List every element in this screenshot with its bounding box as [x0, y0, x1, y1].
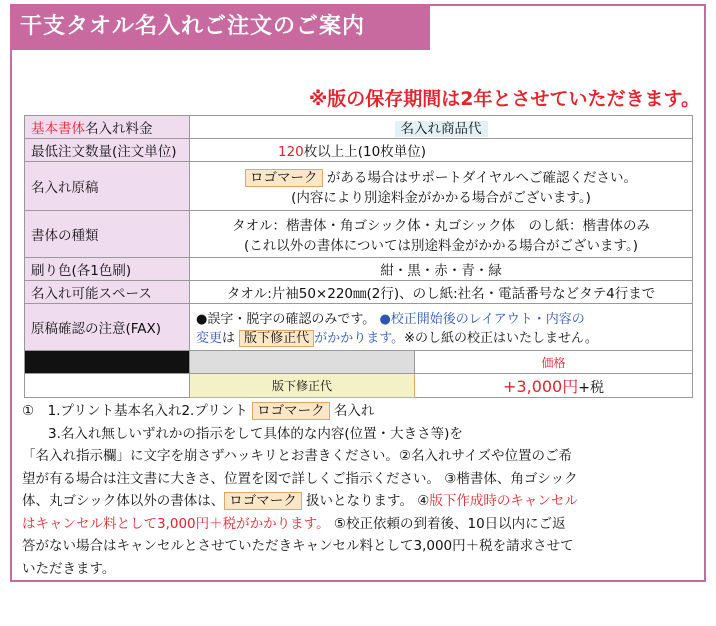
note-line: 体、丸ゴシック体以外の書体は、 ロゴマーク 扱いとなります。 ④版下作成時のキャンセル: [22, 493, 578, 509]
page-title: 干支タオル名入れご注文のご案内: [10, 4, 430, 50]
price-value: +3,000円+税: [415, 374, 693, 398]
order-spec-table: [24, 115, 693, 398]
table-row: [25, 374, 693, 398]
note-line: 答がない場合はキャンセルとさせていただきキャンセル料として3,000円＋税を請求させて: [22, 538, 574, 554]
price-header-bar: [25, 351, 190, 374]
note-line: 望が有る場合は注文書に大きさ、位置を図で詳しくご指示ください。 ③楷書体、角ゴシック: [22, 470, 578, 487]
font-value: タオル：楷書体・角ゴシック体・丸ゴシック体 のし紙：楷書体のみ (これ以外の書体については別途料金がかかる場合がございます。): [190, 211, 693, 258]
fax-label: 原稿確認の注意(FAX): [25, 304, 190, 351]
table-row: [25, 304, 693, 351]
price-blank: [25, 374, 190, 398]
table-row: [25, 162, 693, 211]
color-value: 紺・黒・赤・青・緑: [190, 258, 693, 281]
price-header: 価格: [415, 351, 693, 374]
note-line: 3.名入れ無しいずれかの指示をして具体的な内容(位置・大きさ等)を: [48, 425, 463, 442]
order-notes: [22, 400, 698, 580]
min-order-label: 最低注文数量(注文単位): [25, 139, 190, 162]
space-value: タオル:片袖50×220㎜(2行)、のし紙:社名・電話番号などタテ4行まで: [190, 281, 693, 304]
price-kind: 版下修正代: [190, 374, 415, 398]
head-label: 基本書体名入れ料金: [25, 116, 190, 139]
head-value: 名入れ商品代: [190, 116, 693, 139]
table-row: [25, 139, 693, 162]
note-line: いただきます。: [22, 560, 116, 577]
table-row: [25, 281, 693, 304]
font-label: 書体の種類: [25, 211, 190, 258]
color-label: 刷り色(各1色刷): [25, 258, 190, 281]
table-row: [25, 211, 693, 258]
retention-notice: ※版の保存期間は2年とさせていただきます。: [308, 88, 700, 110]
note-line: ① 1.プリント基本名入れ2.プリント ロゴマーク 名入れ: [22, 403, 375, 419]
genko-value: ロゴマーク がある場合はサポートダイヤルへご確認ください。 (内容により別途料金がかかる場合がございます。): [190, 162, 693, 211]
table-row: [25, 116, 693, 139]
min-order-value: 120枚以上上(10枚単位): [190, 139, 693, 162]
space-label: 名入れ可能スペース: [25, 281, 190, 304]
table-row: [25, 351, 693, 374]
fax-value: ●誤字・脱字の確認のみです。 ●校正開始後のレイアウト・内容の 変更は 版下修正代 がかかります。※のし紙の校正はいたしません。: [190, 304, 693, 351]
table-row: [25, 258, 693, 281]
genko-label: 名入れ原稿: [25, 162, 190, 211]
note-line: はキャンセル料として3,000円＋税がかかります。 ⑤校正依頼の到着後、10日以内にご返: [22, 515, 566, 532]
note-line: 「名入れ指示欄」に文字を崩さずハッキリとお書きください。②名入れサイズや位置のご希: [22, 448, 572, 464]
price-header-gap: [190, 351, 415, 374]
